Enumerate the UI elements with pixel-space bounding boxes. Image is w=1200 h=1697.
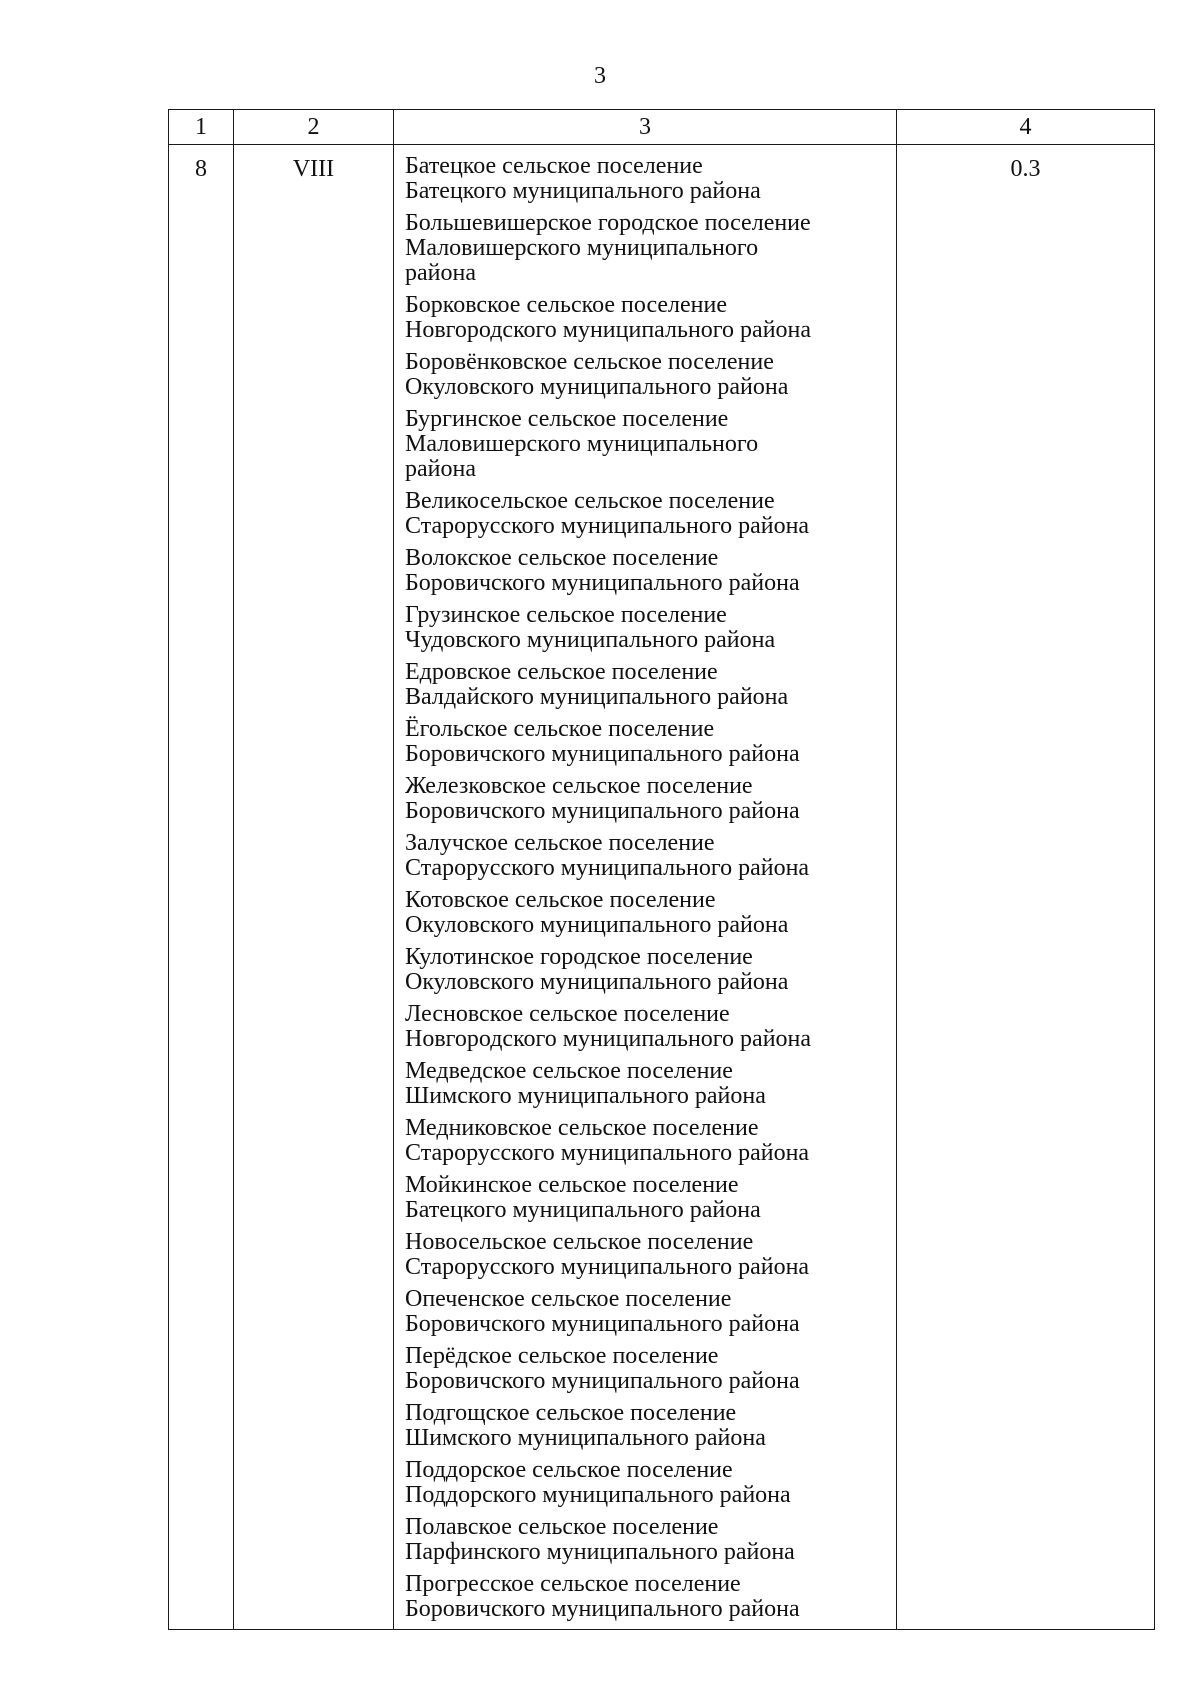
settlement-list-item: [405, 945, 890, 995]
settlement-line: Окуловского муниципального района: [405, 374, 789, 400]
settlement-line: Боровичского муниципального района: [405, 1596, 800, 1622]
settlement-line: Боровичского муниципального района: [405, 1311, 800, 1337]
settlement-line: Опеченское сельское поселение: [405, 1286, 732, 1312]
settlement-list-item: [405, 293, 890, 343]
settlement-list-item: [405, 774, 890, 824]
settlement-line: Котовское сельское поселение: [405, 887, 716, 913]
settlement-list-item: [405, 1002, 890, 1052]
settlement-line: Медниковское сельское поселение: [405, 1115, 759, 1141]
settlement-list-item: [405, 1059, 890, 1109]
settlement-line: Подгощское сельское поселение: [405, 1400, 737, 1426]
settlement-list-item: [405, 1572, 890, 1622]
settlement-line: Поддорского муниципального района: [405, 1482, 791, 1508]
settlement-line: Железковское сельское поселение: [405, 773, 753, 799]
settlements-cell: [394, 145, 897, 1630]
settlement-list-item: [405, 1230, 890, 1280]
header-cell-3: 3: [394, 110, 897, 145]
settlement-line: Боровёнковское сельское поселение: [405, 349, 774, 375]
settlement-line: Новосельское сельское поселение: [405, 1229, 754, 1255]
settlement-line: Окуловского муниципального района: [405, 912, 789, 938]
group-cell: VIII: [234, 145, 394, 1630]
settlement-line: Новгородского муниципального района: [405, 1026, 812, 1052]
table-row: [169, 145, 1155, 1630]
settlement-line: Боровичского муниципального района: [405, 741, 800, 767]
settlement-list-item: [405, 1515, 890, 1565]
settlement-line: Старорусского муниципального района: [405, 1254, 810, 1280]
settlement-line: Чудовского муниципального района: [405, 627, 776, 653]
settlement-line: района: [405, 260, 476, 286]
settlement-line: Залучское сельское поселение: [405, 830, 715, 856]
settlement-line: Батецкого муниципального района: [405, 178, 761, 204]
settlement-line: района: [405, 456, 476, 482]
page-number: 3: [594, 63, 606, 89]
settlement-line: Полавское сельское поселение: [405, 1514, 719, 1540]
settlement-line: Лесновское сельское поселение: [405, 1001, 730, 1027]
settlement-line: Парфинского муниципального района: [405, 1539, 795, 1565]
settlement-list-item: [405, 717, 890, 767]
settlement-line: Шимского муниципального района: [405, 1083, 766, 1109]
settlement-line: Новгородского муниципального района: [405, 317, 812, 343]
settlement-line: Медведское сельское поселение: [405, 1058, 733, 1084]
settlement-list-item: [405, 489, 890, 539]
settlement-line: Маловишерского муниципального: [405, 431, 759, 457]
header-cell-1: 1: [169, 110, 234, 145]
settlement-line: Боровичского муниципального района: [405, 1368, 800, 1394]
settlement-list-item: [405, 831, 890, 881]
settlement-line: Старорусского муниципального района: [405, 855, 810, 881]
settlements-table: [168, 109, 1155, 1630]
settlement-line: Окуловского муниципального района: [405, 969, 789, 995]
settlement-list-item: [405, 1173, 890, 1223]
settlement-list-item: [405, 211, 890, 286]
settlement-line: Ёгольское сельское поселение: [405, 716, 715, 742]
row-number-cell: 8: [169, 145, 234, 1630]
settlement-line: Валдайского муниципального района: [405, 684, 789, 710]
settlement-line: Батецкое сельское поселение: [405, 153, 703, 179]
settlement-list-item: [405, 1287, 890, 1337]
settlement-line: Волокское сельское поселение: [405, 545, 719, 571]
settlement-line: Боровичского муниципального района: [405, 570, 800, 596]
settlement-line: Батецкого муниципального района: [405, 1197, 761, 1223]
settlement-line: Большевишерское городское поселение: [405, 210, 811, 236]
value-cell: 0.3: [897, 145, 1155, 1630]
settlement-list-item: [405, 660, 890, 710]
settlement-list-item: [405, 888, 890, 938]
table-header-row: [169, 110, 1155, 145]
settlement-list-item: [405, 1344, 890, 1394]
settlement-line: Прогресское сельское поселение: [405, 1571, 741, 1597]
settlement-list-item: [405, 1458, 890, 1508]
settlement-line: Старорусского муниципального района: [405, 1140, 810, 1166]
settlement-line: Едровское сельское поселение: [405, 659, 718, 685]
settlement-list-item: [405, 407, 890, 482]
settlement-line: Боровичского муниципального района: [405, 798, 800, 824]
settlement-list-item: [405, 546, 890, 596]
settlement-line: Шимского муниципального района: [405, 1425, 766, 1451]
settlement-line: Перёдское сельское поселение: [405, 1343, 719, 1369]
settlement-list-item: [405, 1401, 890, 1451]
settlement-line: Маловишерского муниципального: [405, 235, 759, 261]
settlement-list-item: [405, 154, 890, 204]
settlement-line: Мойкинское сельское поселение: [405, 1172, 739, 1198]
settlement-line: Поддорское сельское поселение: [405, 1457, 733, 1483]
settlement-line: Грузинское сельское поселение: [405, 602, 727, 628]
settlement-list-item: [405, 1116, 890, 1166]
settlement-line: Старорусского муниципального района: [405, 513, 810, 539]
settlement-line: Кулотинское городское поселение: [405, 944, 753, 970]
settlement-list-item: [405, 603, 890, 653]
settlement-line: Борковское сельское поселение: [405, 292, 728, 318]
settlement-list-item: [405, 350, 890, 400]
header-cell-2: 2: [234, 110, 394, 145]
settlement-line: Бургинское сельское поселение: [405, 406, 729, 432]
settlement-line: Великосельское сельское поселение: [405, 488, 775, 514]
header-cell-4: 4: [897, 110, 1155, 145]
